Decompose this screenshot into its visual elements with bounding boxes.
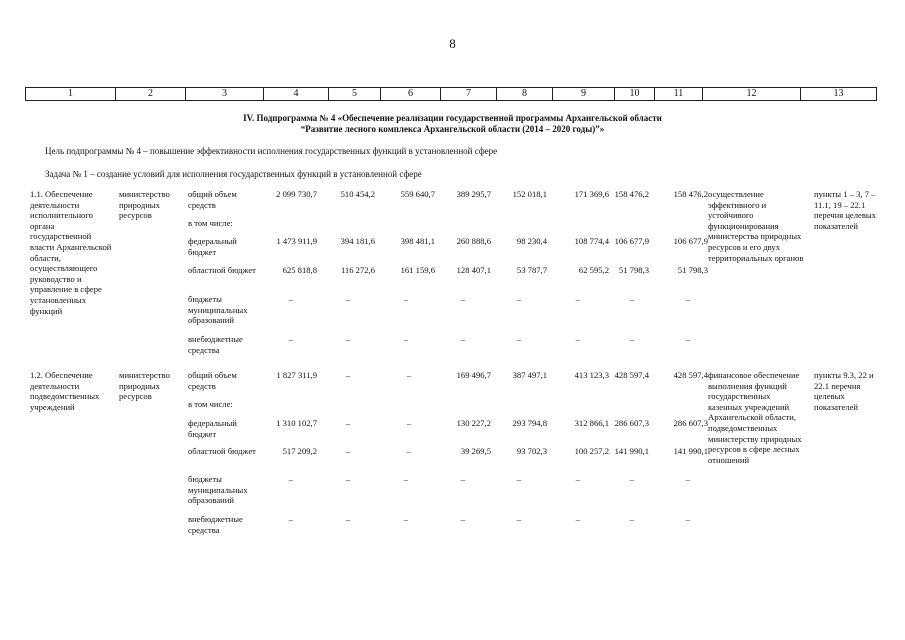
value-cell: – bbox=[406, 370, 411, 380]
measure-indicator-links: пункты 9.3, 22 и 22.1 перечня целевых показателей bbox=[814, 370, 874, 412]
value-cell: 128 407,1 bbox=[456, 265, 491, 275]
column-number: 6 bbox=[381, 88, 441, 101]
value-cell: – bbox=[575, 474, 580, 484]
value-cell: – bbox=[288, 474, 293, 484]
value-cell: 130 227,2 bbox=[456, 418, 491, 428]
value-cell: 625 818,8 bbox=[282, 265, 317, 275]
value-cell: 398 481,1 bbox=[400, 236, 435, 246]
in-that-number-label: в том числе: bbox=[188, 399, 233, 409]
column-number: 13 bbox=[801, 88, 877, 101]
value-cell: – bbox=[345, 446, 350, 456]
measure-executor: министерство природных ресурсов bbox=[119, 370, 170, 402]
column-number: 12 bbox=[703, 88, 801, 101]
value-cell: – bbox=[516, 294, 521, 304]
source-label: областной бюджет bbox=[188, 446, 256, 456]
source-label: внебюджетные средства bbox=[188, 334, 243, 355]
value-cell: 387 497,1 bbox=[512, 370, 547, 380]
subprogram-title-line: “Развитие лесного комплекса Архангельской области (2014 – 2020 годы)”» bbox=[300, 124, 605, 134]
value-cell: 106 677,9 bbox=[673, 236, 708, 246]
value-cell: 152 018,1 bbox=[512, 189, 547, 199]
value-cell: 1 310 102,7 bbox=[276, 418, 317, 428]
value-cell: – bbox=[516, 514, 521, 524]
value-cell: – bbox=[460, 474, 465, 484]
value-cell: – bbox=[629, 474, 634, 484]
source-label: областной бюджет bbox=[188, 265, 256, 275]
source-label: бюджеты муниципальных образований bbox=[188, 294, 248, 326]
value-cell: 108 774,4 bbox=[574, 236, 609, 246]
subprogram-task: Задача № 1 – создание условий для исполнения государственных функций в установленной сфере bbox=[45, 169, 422, 179]
value-cell: – bbox=[406, 446, 411, 456]
value-cell: – bbox=[345, 294, 350, 304]
value-cell: 141 990,1 bbox=[614, 446, 649, 456]
value-cell: 171 369,6 bbox=[574, 189, 609, 199]
value-cell: – bbox=[575, 514, 580, 524]
value-cell: – bbox=[629, 334, 634, 344]
column-number: 10 bbox=[615, 88, 655, 101]
value-cell: 312 866,1 bbox=[574, 418, 609, 428]
measure-result: осуществление эффективного и устойчивого функционирования министерства природных ресурсов и его двух территориальных органов bbox=[708, 189, 804, 263]
value-cell: – bbox=[629, 514, 634, 524]
page-number: 8 bbox=[449, 36, 456, 51]
column-number: 11 bbox=[655, 88, 703, 101]
measure-indicator-links: пункты 1 – 3, 7 – 11.1, 19 – 22.1 перечня целевых показателей bbox=[814, 189, 876, 231]
column-number: 1 bbox=[26, 88, 116, 101]
value-cell: 100 257,2 bbox=[574, 446, 609, 456]
column-number: 8 bbox=[497, 88, 553, 101]
value-cell: – bbox=[345, 418, 350, 428]
value-cell: 510 454,2 bbox=[340, 189, 375, 199]
value-cell: – bbox=[460, 294, 465, 304]
value-cell: 98 230,4 bbox=[516, 236, 547, 246]
value-cell: – bbox=[460, 334, 465, 344]
source-label: федеральный бюджет bbox=[188, 236, 237, 257]
measure-result: финансовое обеспечение выполнения функций государственных казенных учреждений Архангельской области, подведомственных министерству природных ресурсов в сфере лесных отношений bbox=[708, 370, 802, 465]
source-label: бюджеты муниципальных образований bbox=[188, 474, 248, 506]
value-cell: 93 702,3 bbox=[516, 446, 547, 456]
value-cell: 39 269,5 bbox=[460, 446, 491, 456]
source-label: общий объем средств bbox=[188, 370, 237, 391]
value-cell: 161 159,6 bbox=[400, 265, 435, 275]
value-cell: – bbox=[403, 474, 408, 484]
value-cell: 428 597,4 bbox=[614, 370, 649, 380]
value-cell: 141 990,1 bbox=[673, 446, 708, 456]
value-cell: 293 794,8 bbox=[512, 418, 547, 428]
value-cell: – bbox=[345, 370, 350, 380]
value-cell: 394 181,6 bbox=[340, 236, 375, 246]
value-cell: – bbox=[575, 334, 580, 344]
value-cell: 158 476,2 bbox=[673, 189, 708, 199]
column-number: 9 bbox=[553, 88, 615, 101]
value-cell: 62 595,2 bbox=[578, 265, 609, 275]
value-cell: – bbox=[288, 334, 293, 344]
value-cell: 169 496,7 bbox=[456, 370, 491, 380]
value-cell: – bbox=[345, 334, 350, 344]
value-cell: – bbox=[685, 334, 690, 344]
value-cell: 559 640,7 bbox=[400, 189, 435, 199]
value-cell: 2 099 730,7 bbox=[276, 189, 317, 199]
value-cell: 1 827 311,9 bbox=[276, 370, 317, 380]
value-cell: – bbox=[575, 294, 580, 304]
column-number: 2 bbox=[116, 88, 186, 101]
value-cell: – bbox=[516, 474, 521, 484]
value-cell: 428 597,4 bbox=[673, 370, 708, 380]
value-cell: 413 123,3 bbox=[574, 370, 609, 380]
value-cell: 116 272,6 bbox=[340, 265, 375, 275]
subprogram-title bbox=[0, 113, 905, 135]
source-label: внебюджетные средства bbox=[188, 514, 243, 535]
source-label: федеральный бюджет bbox=[188, 418, 237, 439]
column-number-header bbox=[25, 87, 877, 101]
value-cell: – bbox=[345, 474, 350, 484]
value-cell: – bbox=[460, 514, 465, 524]
measure-name: 1.2. Обеспечение деятельности подведомственных учреждений bbox=[30, 370, 100, 412]
value-cell: 158 476,2 bbox=[614, 189, 649, 199]
value-cell: – bbox=[288, 514, 293, 524]
value-cell: 286 607,3 bbox=[614, 418, 649, 428]
value-cell: 1 473 911,9 bbox=[276, 236, 317, 246]
measure-name: 1.1. Обеспечение деятельности исполнительного органа государственной власти Архангельской области, осуществляющего руководство и управление в сфере установленных функций bbox=[30, 189, 112, 316]
subprogram-title-line: IV. Подпрограмма № 4 «Обеспечение реализации государственной программы Архангельской области bbox=[243, 113, 662, 123]
value-cell: 53 787,7 bbox=[516, 265, 547, 275]
value-cell: 51 798,3 bbox=[677, 265, 708, 275]
value-cell: – bbox=[685, 294, 690, 304]
in-that-number-label: в том числе: bbox=[188, 218, 233, 228]
value-cell: – bbox=[629, 294, 634, 304]
value-cell: 389 295,7 bbox=[456, 189, 491, 199]
value-cell: – bbox=[685, 474, 690, 484]
value-cell: – bbox=[406, 418, 411, 428]
value-cell: – bbox=[288, 294, 293, 304]
column-number: 3 bbox=[186, 88, 264, 101]
value-cell: 106 677,9 bbox=[614, 236, 649, 246]
measure-executor: министерство природных ресурсов bbox=[119, 189, 170, 221]
value-cell: – bbox=[403, 294, 408, 304]
value-cell: – bbox=[403, 334, 408, 344]
value-cell: – bbox=[516, 334, 521, 344]
subprogram-goal: Цель подпрограммы № 4 – повышение эффективности исполнения государственных функций в установленной сфере bbox=[45, 146, 498, 156]
value-cell: 286 607,3 bbox=[673, 418, 708, 428]
column-number: 5 bbox=[329, 88, 381, 101]
value-cell: 51 798,3 bbox=[618, 265, 649, 275]
column-number: 7 bbox=[441, 88, 497, 101]
value-cell: – bbox=[403, 514, 408, 524]
value-cell: – bbox=[685, 514, 690, 524]
value-cell: 517 209,2 bbox=[282, 446, 317, 456]
column-number: 4 bbox=[264, 88, 329, 101]
source-label: общий объем средств bbox=[188, 189, 237, 210]
value-cell: – bbox=[345, 514, 350, 524]
value-cell: 260 888,6 bbox=[456, 236, 491, 246]
